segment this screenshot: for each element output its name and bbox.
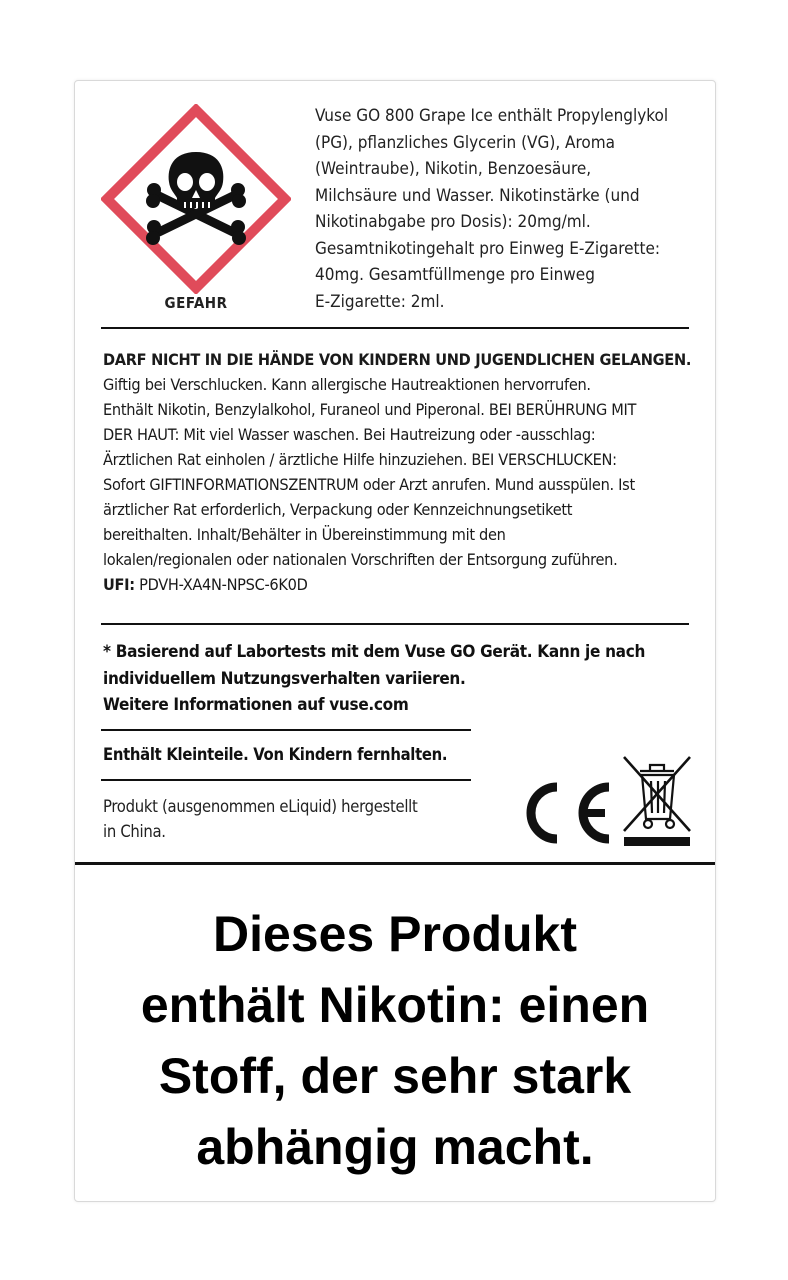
warning-line: lokalen/regionalen oder nationalen Vorschriften der Entsorgung zuführen. (103, 550, 618, 569)
crossed-out-wheelie-bin-icon (620, 749, 694, 849)
warning-line: Ärztlichen Rat einholen / ärztliche Hilfe hinzuziehen. BEI VERSCHLUCKEN: (103, 450, 617, 469)
note-line: Weitere Informationen auf vuse.com (103, 695, 409, 715)
ingredients-line: Vuse GO 800 Grape Ice enthält Propylenglykol (315, 106, 669, 126)
warning-heading: DARF NICHT IN DIE HÄNDE VON KINDERN UND JUGENDLICHEN GELANGEN. (103, 350, 692, 369)
label-top-section (75, 81, 715, 866)
bottom-divider (75, 862, 715, 865)
warning-headline-line: Dieses Produkt (212, 906, 577, 962)
ingredients-line: Milchsäure und Wasser. Nikotinstärke (und (315, 185, 640, 206)
safety-warning-text (103, 347, 693, 597)
origin-line: Produkt (ausgenommen eLiquid) hergestellt (103, 797, 418, 816)
section-divider (101, 327, 689, 329)
lab-test-note (103, 639, 693, 719)
small-parts-warning: Enthält Kleinteile. Von Kindern fernhalten. (103, 745, 448, 764)
ufi-label: UFI: (103, 575, 135, 594)
ce-mark-icon (517, 781, 615, 845)
short-divider (101, 729, 471, 731)
warning-headline-line: Stoff, der sehr stark (158, 1048, 632, 1104)
origin-line: in China. (103, 822, 166, 841)
ufi-code: PDVH-XA4N-NPSC-6K0D (134, 575, 308, 594)
signal-word: GEFAHR (164, 294, 228, 312)
ingredients-line: (Weintraube), Nikotin, Benzoesäure, (315, 159, 592, 179)
warning-line: ärztlicher Rat erforderlich, Verpackung oder Kennzeichnungsetikett (103, 500, 573, 519)
warning-line: Enthält Nikotin, Benzylalkohol, Furaneol und Piperonal. BEI BERÜHRUNG MIT (103, 400, 637, 419)
ingredients-line: (PG), pflanzliches Glycerin (VG), Aroma (315, 132, 616, 153)
nicotine-health-warning (75, 899, 715, 1183)
ingredients-text (315, 103, 700, 315)
warning-headline-line: abhängig macht. (196, 1119, 594, 1175)
label-card (74, 80, 716, 1202)
ingredients-line: 40mg. Gesamtfüllmenge pro Einweg (315, 265, 595, 285)
short-divider (101, 779, 471, 781)
skull-crossbones-icon (101, 104, 291, 294)
warning-line: DER HAUT: Mit viel Wasser waschen. Bei Hautreizung oder -ausschlag: (103, 425, 596, 444)
note-line: individuellem Nutzungsverhalten variieren. (103, 668, 466, 689)
ingredients-line: E-Zigarette: 2ml. (315, 291, 445, 312)
ingredients-line: Nikotinabgabe pro Dosis): 20mg/ml. (315, 212, 591, 232)
warning-headline-line: enthält Nikotin: einen (140, 977, 650, 1033)
origin-text (103, 794, 483, 844)
ingredients-line: Gesamtnikotingehalt pro Einweg E-Zigarette: (315, 238, 661, 259)
warning-line: Sofort GIFTINFORMATIONSZENTRUM oder Arzt anrufen. Mund ausspülen. Ist (103, 475, 635, 494)
warning-line: bereithalten. Inhalt/Behälter in Übereinstimmung mit den (103, 525, 506, 544)
note-line: * Basierend auf Labortests mit dem Vuse GO Gerät. Kann je nach (103, 642, 646, 662)
hazard-pictogram (101, 104, 291, 319)
ufi-line (103, 572, 693, 597)
warning-line: Giftig bei Verschlucken. Kann allergische Hautreaktionen hervorrufen. (103, 375, 591, 394)
section-divider (101, 623, 689, 625)
